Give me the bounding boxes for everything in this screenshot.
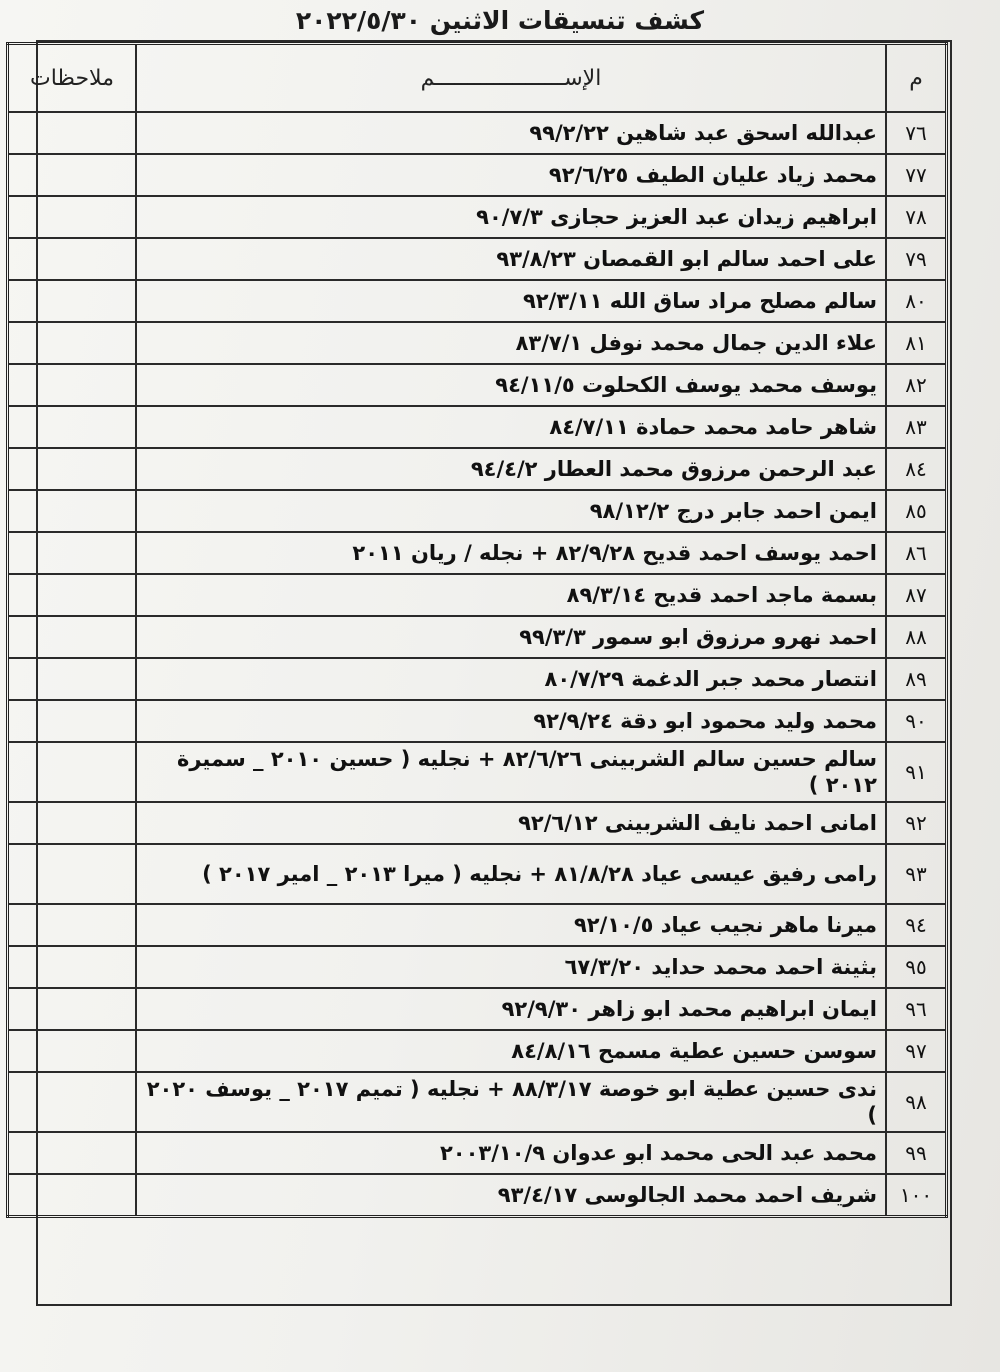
- row-notes: [8, 154, 137, 196]
- row-notes: [8, 322, 137, 364]
- row-number: ٨٤: [886, 448, 947, 490]
- row-number: ٩٦: [886, 988, 947, 1030]
- row-notes: [8, 700, 137, 742]
- row-name: ايمن احمد جابر درج ٩٨/١٢/٢: [136, 490, 886, 532]
- row-number: ٩١: [886, 742, 947, 802]
- row-name: شاهر حامد محمد حمادة ٨٤/٧/١١: [136, 406, 886, 448]
- table-row: [8, 1072, 947, 1132]
- row-notes: [8, 196, 137, 238]
- row-name: سالم حسين سالم الشربينى ٨٢/٦/٢٦ + نجليه ( حسين ٢٠١٠ _ سميرة ٢٠١٢ ): [136, 742, 886, 802]
- row-name: علاء الدين جمال محمد نوفل ٨٣/٧/١: [136, 322, 886, 364]
- table-row: [8, 490, 947, 532]
- row-name: رامى رفيق عيسى عياد ٨١/٨/٢٨ + نجليه ( ميرا ٢٠١٣ _ امير ٢٠١٧ ): [136, 844, 886, 904]
- row-number: ٧٨: [886, 196, 947, 238]
- row-number: ٨٦: [886, 532, 947, 574]
- row-notes: [8, 946, 137, 988]
- table-row: [8, 802, 947, 844]
- row-number: ٧٧: [886, 154, 947, 196]
- table-row: [8, 532, 947, 574]
- row-number: ٨٨: [886, 616, 947, 658]
- row-number: ٨٢: [886, 364, 947, 406]
- row-name: انتصار محمد جبر الدغمة ٨٠/٧/٢٩: [136, 658, 886, 700]
- table-header-row: [8, 44, 947, 113]
- row-name: عبد الرحمن مرزوق محمد العطار ٩٤/٤/٢: [136, 448, 886, 490]
- row-notes: [8, 238, 137, 280]
- table-row: [8, 406, 947, 448]
- row-number: ٩٣: [886, 844, 947, 904]
- row-number: ٨٩: [886, 658, 947, 700]
- row-notes: [8, 844, 137, 904]
- table-row: [8, 658, 947, 700]
- table-row: [8, 616, 947, 658]
- row-notes: [8, 406, 137, 448]
- row-name: امانى احمد نايف الشربينى ٩٢/٦/١٢: [136, 802, 886, 844]
- row-name: محمد وليد محمود ابو دقة ٩٢/٩/٢٤: [136, 700, 886, 742]
- row-name: محمد عبد الحى محمد ابو عدوان ٢٠٠٣/١٠/٩: [136, 1132, 886, 1174]
- table-row: [8, 1174, 947, 1217]
- row-notes: [8, 1174, 137, 1217]
- row-name: ميرنا ماهر نجيب عياد ٩٢/١٠/٥: [136, 904, 886, 946]
- table-row: [8, 946, 947, 988]
- table-row: [8, 1132, 947, 1174]
- table-row: [8, 448, 947, 490]
- table-row: [8, 196, 947, 238]
- row-name: سوسن حسين عطية مسمح ٨٤/٨/١٦: [136, 1030, 886, 1072]
- row-number: ٨١: [886, 322, 947, 364]
- table-row: [8, 700, 947, 742]
- row-name: ابراهيم زيدان عبد العزيز حجازى ٩٠/٧/٣: [136, 196, 886, 238]
- table-row: [8, 280, 947, 322]
- row-notes: [8, 490, 137, 532]
- row-notes: [8, 1072, 137, 1132]
- row-name: سالم مصلح مراد ساق الله ٩٢/٣/١١: [136, 280, 886, 322]
- row-notes: [8, 988, 137, 1030]
- row-number: ٩٠: [886, 700, 947, 742]
- row-notes: [8, 742, 137, 802]
- row-notes: [8, 802, 137, 844]
- row-notes: [8, 280, 137, 322]
- table-row: [8, 574, 947, 616]
- table-row: [8, 154, 947, 196]
- row-name: على احمد سالم ابو القمصان ٩٣/٨/٢٣: [136, 238, 886, 280]
- row-number: ٧٦: [886, 112, 947, 154]
- row-name: عبدالله اسحق عبد شاهين ٩٩/٢/٢٢: [136, 112, 886, 154]
- row-name: ايمان ابراهيم محمد ابو زاهر ٩٢/٩/٣٠: [136, 988, 886, 1030]
- table-row: [8, 364, 947, 406]
- row-number: ٩٤: [886, 904, 947, 946]
- table-row: [8, 1030, 947, 1072]
- table-row: [8, 322, 947, 364]
- row-name: بسمة ماجد احمد قديح ٨٩/٣/١٤: [136, 574, 886, 616]
- row-number: ٩٨: [886, 1072, 947, 1132]
- header-number: م: [886, 44, 947, 113]
- row-name: احمد نهرو مرزوق ابو سمور ٩٩/٣/٣: [136, 616, 886, 658]
- row-notes: [8, 112, 137, 154]
- row-name: محمد زياد عليان الطيف ٩٢/٦/٢٥: [136, 154, 886, 196]
- names-table: [6, 42, 948, 1218]
- row-notes: [8, 448, 137, 490]
- row-name: يوسف محمد يوسف الكحلوت ٩٤/١١/٥: [136, 364, 886, 406]
- table-row: [8, 988, 947, 1030]
- row-number: ٨٧: [886, 574, 947, 616]
- table-row: [8, 904, 947, 946]
- row-notes: [8, 1132, 137, 1174]
- table-row: [8, 742, 947, 802]
- row-name: ندى حسين عطية ابو خوصة ٨٨/٣/١٧ + نجليه ( تميم ٢٠١٧ _ يوسف ٢٠٢٠ ): [136, 1072, 886, 1132]
- row-notes: [8, 616, 137, 658]
- document-title: كشف تنسيقات الاثنين ٢٠٢٢/٥/٣٠: [295, 6, 705, 35]
- row-notes: [8, 364, 137, 406]
- row-notes: [8, 658, 137, 700]
- row-number: ٩٢: [886, 802, 947, 844]
- row-notes: [8, 574, 137, 616]
- row-number: ٨٠: [886, 280, 947, 322]
- header-notes: ملاحظات: [8, 44, 137, 113]
- header-name: الإســــــــــــــــــــم: [136, 44, 886, 113]
- row-number: ٨٣: [886, 406, 947, 448]
- row-number: ٩٩: [886, 1132, 947, 1174]
- row-number: ١٠٠: [886, 1174, 947, 1217]
- row-notes: [8, 904, 137, 946]
- row-name: شريف احمد محمد الجالوسى ٩٣/٤/١٧: [136, 1174, 886, 1217]
- row-notes: [8, 532, 137, 574]
- row-name: احمد يوسف احمد قديح ٨٢/٩/٢٨ + نجله / ريان ٢٠١١: [136, 532, 886, 574]
- table-row: [8, 844, 947, 904]
- row-number: ٩٥: [886, 946, 947, 988]
- row-name: بثينة احمد محمد حدايد ٦٧/٣/٢٠: [136, 946, 886, 988]
- table-row: [8, 112, 947, 154]
- row-number: ٩٧: [886, 1030, 947, 1072]
- row-number: ٧٩: [886, 238, 947, 280]
- table-row: [8, 238, 947, 280]
- row-notes: [8, 1030, 137, 1072]
- row-number: ٨٥: [886, 490, 947, 532]
